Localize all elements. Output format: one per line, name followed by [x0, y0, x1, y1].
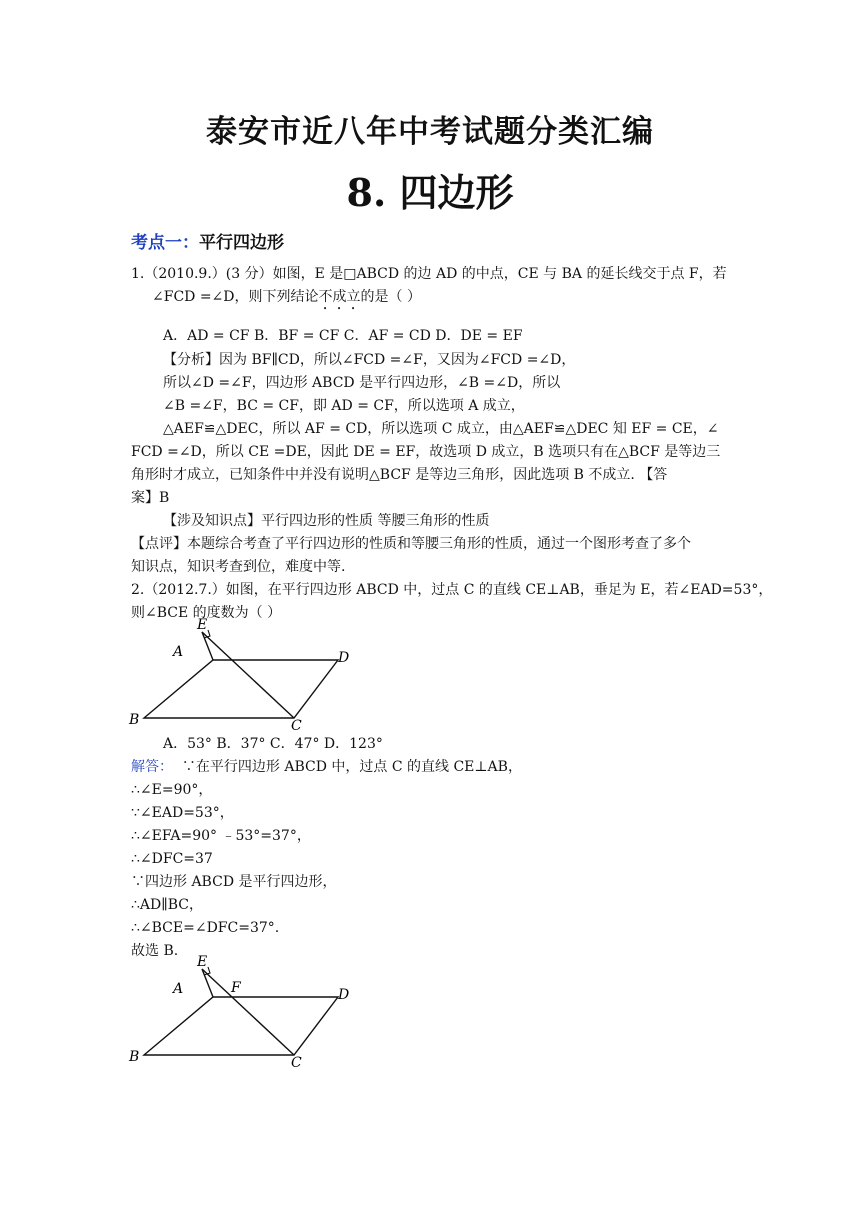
q1-analysis-2: 所以∠D =∠F，四边形 ABCD 是平行四边形，∠B =∠D，所以 [163, 375, 561, 391]
q1-analysis-1: 【分析】因为 BF∥CD，所以∠FCD =∠F，又因为∠FCD =∠D， [163, 352, 576, 368]
q2-solution-5: ∴∠DFC=37 [131, 851, 213, 867]
label-f: F [231, 980, 241, 996]
q1-knowledge: 【涉及知识点】平行四边形的性质 等腰三角形的性质 [163, 513, 490, 529]
q2-solution-8: ∴∠BCE=∠DFC=37°. [131, 920, 280, 936]
q1-line2-start: ∠FCD =∠D，则下列结论 [152, 289, 319, 305]
section-name: 平行四边形 [199, 233, 284, 253]
chapter-title: 8. 四边形 [346, 170, 514, 215]
q1-comment-1: 【点评】本题综合考查了平行四边形的性质和等腰三角形的性质，通过一个图形考查了多个 [131, 536, 691, 552]
label-d: D [338, 650, 350, 666]
q2-solution-first [131, 757, 522, 777]
segment-ec [202, 969, 294, 1055]
q1-line1: 1.（2010.9.）(3 分）如图，E 是□ABCD 的边 AD 的中点，CE 与 BA 的延长线交于点 F，若 [131, 266, 727, 282]
label-c: C [291, 1055, 302, 1071]
q1-options: A．AD = CF B．BF = CF C．AF = CD D．DE = EF [163, 328, 523, 344]
figure-2 [126, 955, 366, 1071]
q1-analysis-4: △AEF≌△DEC，所以 AF = CD，所以选项 C 成立，由△AEF≌△DEC 知 EF = CE，∠ [163, 421, 719, 437]
q2-solution-3: ∵∠EAD=53°， [131, 805, 234, 821]
q2-solution-6: ∵四边形 ABCD 是平行四边形， [131, 874, 337, 890]
q1-answer: 案】B [131, 490, 170, 506]
label-e: E [197, 618, 208, 633]
q2-solution-9: 故选 B. [131, 943, 179, 959]
figure-1 [126, 618, 366, 734]
segment-ec [202, 632, 294, 718]
q2-solution-7: ∴AD∥BC， [131, 897, 203, 913]
document-title: 泰安市近八年中考试题分类汇编 [206, 114, 654, 150]
q1-line2 [152, 287, 421, 313]
q1-analysis-5: FCD =∠D，所以 CE =DE，因此 DE = EF，故选项 D 成立，B 选项只有在△BCF 是等边三 [131, 444, 721, 460]
label-e: E [197, 955, 208, 970]
label-d: D [338, 987, 350, 1003]
section-label: 考点一： [131, 233, 199, 253]
q1-comment-2: 知识点，知识考查到位，难度中等. [131, 559, 346, 575]
label-c: C [291, 718, 302, 734]
section-heading [131, 228, 284, 253]
q2-solution-2: ∴∠E=90°， [131, 782, 213, 798]
label-a: A [173, 981, 184, 997]
q2-options: A．53° B．37° C．47° D．123° [163, 736, 383, 752]
q2-line2: 则∠BCE 的度数为（ ） [131, 605, 282, 621]
q2-solution-1: ∵在平行四边形 ABCD 中，过点 C 的直线 CE⊥AB， [181, 759, 522, 775]
label-a: A [173, 644, 184, 660]
label-b: B [129, 1049, 140, 1065]
q1-analysis-3: ∠B =∠F，BC = CF，即 AD = CF，所以选项 A 成立， [163, 398, 525, 414]
label-b: B [129, 712, 140, 728]
q1-line2-end: 的是（ ） [360, 289, 421, 305]
q2-line1: 2.（2012.7.）如图，在平行四边形 ABCD 中，过点 C 的直线 CE⊥AB，垂足为 E，若∠EAD=53°， [131, 582, 773, 598]
q1-emphasis: 不成立 [318, 289, 361, 305]
q2-solution-4: ∴∠EFA=90° ﹣53°=37°， [131, 828, 311, 844]
q1-analysis-6: 角形时才成立，已知条件中并没有说明△BCF 是等边三角形，因此选项 B 不成立. 【答 [131, 467, 668, 483]
solution-label: 解答： [131, 759, 173, 775]
